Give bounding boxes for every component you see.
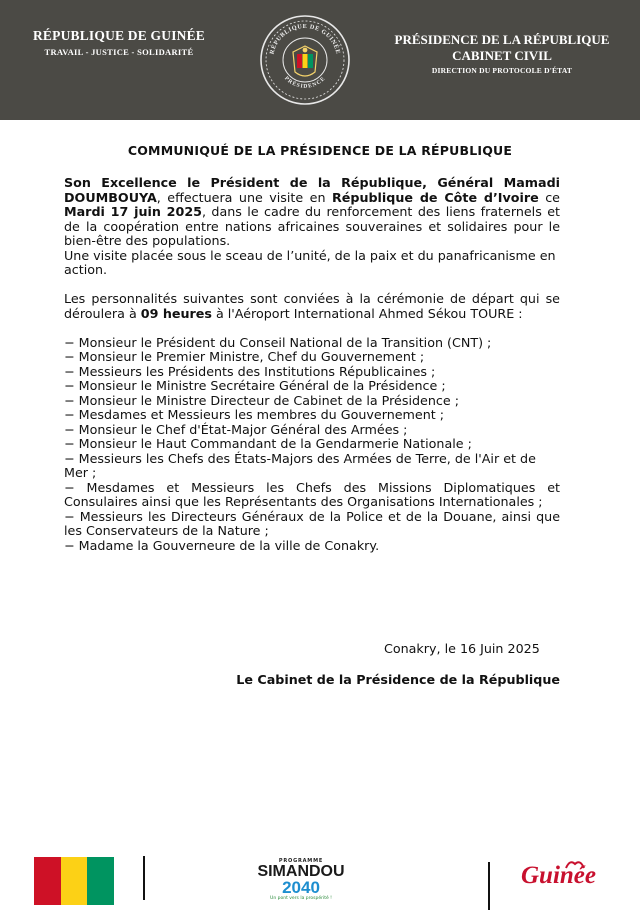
- list-item: − Madame la Gouverneure de la ville de Conakry.: [64, 537, 380, 553]
- invitee-list: [64, 336, 560, 554]
- footer-divider-right: [488, 862, 490, 910]
- document-body: [64, 176, 560, 553]
- cabinet-name: CABINET CIVIL: [452, 48, 552, 63]
- president-name: Son Excellence le Président de la République, Général Mamadi DOUMBOUYA: [64, 175, 560, 205]
- list-item: − Messieurs les Présidents des Institutions Républicaines ;: [64, 363, 436, 379]
- letterhead-right: [378, 32, 626, 75]
- place-and-date: Conakry, le 16 Juin 2025: [384, 641, 540, 656]
- presidential-seal-icon: [259, 14, 351, 106]
- footer-divider-left: [143, 856, 145, 900]
- announcement-paragraph: Son Excellence le Président de la République, Général Mamadi DOUMBOUYA, effectuera une visite en République de Côte d’Ivoire ce Mardi 17 juin 2025, dans le cadre du renforcement des liens fraternels et de la coopération entre nations africaines souveraines et solidaires pour le bien-être des populations.: [64, 175, 561, 248]
- list-item: − Monsieur le Président du Conseil National de la Transition (CNT) ;: [64, 334, 492, 350]
- letterhead-banner: [0, 0, 640, 120]
- list-item: − Messieurs les Chefs des États-Majors des Armées de Terre, de l'Air et de Mer ;: [64, 450, 536, 480]
- list-item: − Monsieur le Premier Ministre, Chef du Gouvernement ;: [64, 349, 425, 364]
- destination-country: République de Côte d’Ivoire: [331, 189, 539, 205]
- simandou-2040-logo: PROGRAMME SIMANDOU 2040 Un pont vers la prospérité !: [257, 858, 345, 901]
- presidency-name: PRÉSIDENCE DE LA RÉPUBLIQUE: [394, 32, 610, 47]
- signatory: Le Cabinet de la Présidence de la République: [236, 672, 560, 687]
- republic-name: RÉPUBLIQUE DE GUINÉE: [32, 28, 206, 43]
- svg-text:RÉPUBLIQUE DE GUINÉE: RÉPUBLIQUE DE GUINÉE: [268, 22, 342, 55]
- document-title: COMMUNIQUÉ DE LA PRÉSIDENCE DE LA RÉPUBLIQUE: [127, 143, 513, 158]
- national-motto: TRAVAIL - JUSTICE - SOLIDARITÉ: [44, 47, 194, 57]
- ceremony-paragraph: Les personnalités suivantes sont conviées à la cérémonie de départ qui se déroulera à 09 heures à l'Aéroport International Ahmed Sékou TOURE :: [64, 291, 560, 321]
- list-item: − Monsieur le Chef d'État-Major Général des Armées ;: [64, 421, 408, 437]
- protocol-direction: DIRECTION DU PROTOCOLE D'ÉTAT: [431, 66, 573, 75]
- guinee-logo-mark-icon: [564, 858, 586, 870]
- list-item: − Mesdames et Messieurs les membres du Gouvernement ;: [64, 407, 445, 422]
- list-item: − Monsieur le Haut Commandant de la Gendarmerie Nationale ;: [64, 436, 472, 451]
- visit-theme-paragraph: Une visite placée sous le sceau de l’unité, de la paix et du panafricanisme en action.: [64, 247, 556, 277]
- list-item: − Monsieur le Ministre Directeur de Cabinet de la Présidence ;: [64, 392, 459, 408]
- letterhead-left: [14, 28, 224, 57]
- svg-text:PRÉSIDENCE: PRÉSIDENCE: [283, 75, 327, 90]
- visit-date: Mardi 17 juin 2025: [64, 204, 202, 219]
- list-item: − Monsieur le Ministre Secrétaire Général de la Présidence ;: [64, 378, 446, 393]
- list-item: − Mesdames et Messieurs les Chefs des Missions Diplomatiques et Consulaires ainsi que les Représentants des Organisations Internationales ;: [64, 479, 560, 509]
- list-item: − Messieurs les Directeurs Généraux de la Police et de la Douane, ainsi que les Conservateurs de la Nature ;: [64, 508, 560, 538]
- ceremony-time: 09 heures: [140, 305, 212, 321]
- guinee-brand-logo: Guinée: [521, 862, 596, 889]
- guinea-flag-icon: [34, 857, 114, 905]
